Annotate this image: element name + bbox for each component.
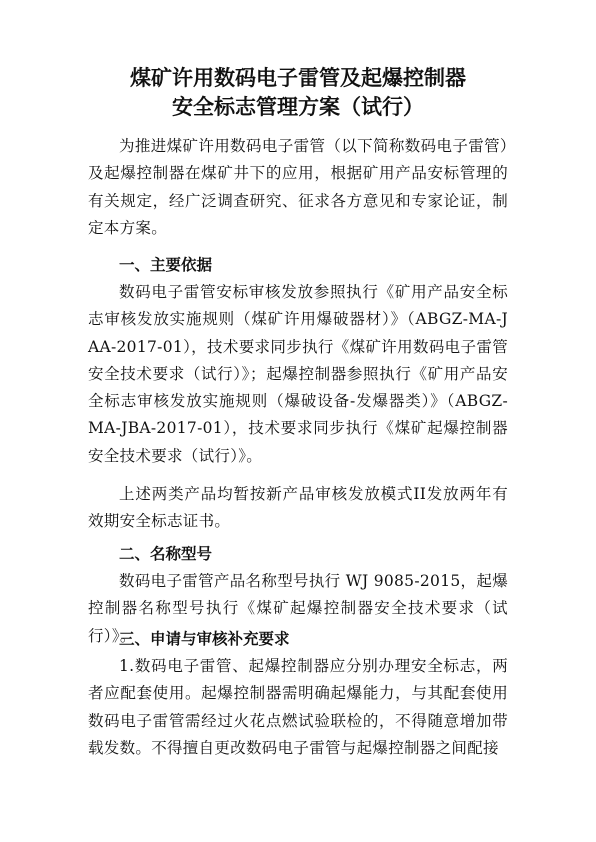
section-heading-basis: 一、主要依据 xyxy=(119,256,213,274)
section-heading-application: 三、申请与审核补充要求 xyxy=(119,630,290,648)
section-basis-paragraph-1: 数码电子雷管安标审核发放参照执行《矿用产品安全标志审核发放实施规则（煤矿许用爆破器材）》（ABGZ-MA-JAA-2017-01），技术要求同步执行《煤矿许用数码电子雷管安全技术要求（试行）》；起爆控制器参照执行《矿用产品安全标志审核发放实施规则（爆破设备-发爆器类）》（ABGZ-MA-JBA-2017-01），技术要求同步执行《煤矿起爆控制器安全技术要求（试行）》。 xyxy=(88,283,508,465)
section-heading-name-model: 二、名称型号 xyxy=(119,545,213,563)
section-name-model-paragraph-1: 数码电子雷管产品名称型号执行 WJ 9085-2015，起爆控制器名称型号执行《煤矿起爆控制器安全技术要求（试行）》。 xyxy=(88,572,508,645)
intro-paragraph: 为推进煤矿许用数码电子雷管（以下简称数码电子雷管）及起爆控制器在煤矿井下的应用，根据矿用产品安标管理的有关规定，经广泛调查研究、征求各方意见和专家论证，制定本方案。 xyxy=(88,137,508,237)
section-application-paragraph-1: 1.数码电子雷管、起爆控制器应分别办理安全标志，两者应配套使用。起爆控制器需明确起爆能力，与其配套使用数码电子雷管需经过火花点燃试验联检的，不得随意增加带载发数。不得擅自更改数码电子雷管与起爆控制器之间配接 xyxy=(88,657,508,757)
document-title-line-2: 安全标志管理方案（试行） xyxy=(172,95,424,119)
section-basis-paragraph-2: 上述两类产品均暂按新产品审核发放模式II发放两年有效期安全标志证书。 xyxy=(88,485,508,531)
document-title-line-1: 煤矿许用数码电子雷管及起爆控制器 xyxy=(130,66,466,90)
